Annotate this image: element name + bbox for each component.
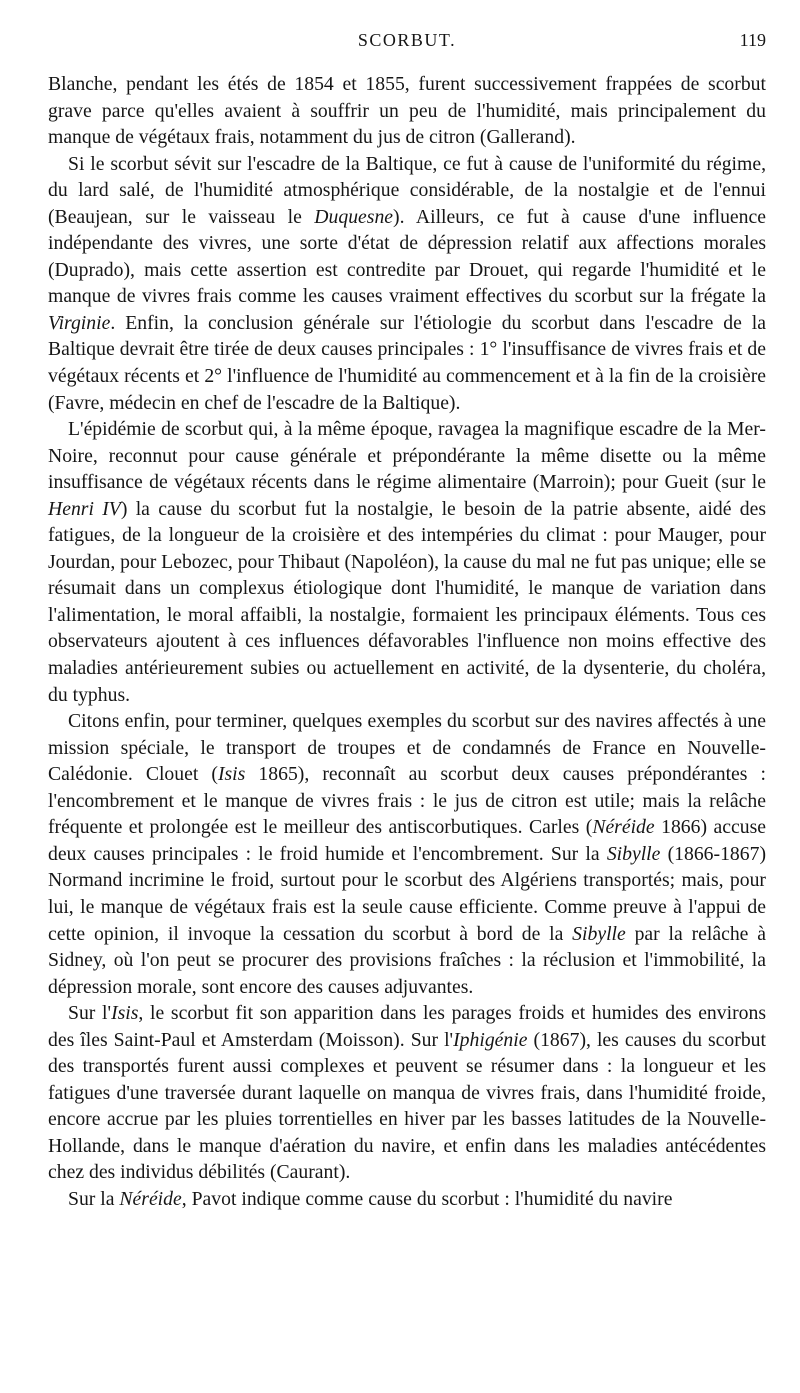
page-header <box>48 27 766 57</box>
text-run: Citons enfin, pour terminer, quelques exemples du scorbut sur des navires affectés à une mission spéciale, le transport de troupes et de condamnés de France en Nouvelle-Calédonie. Clouet ( <box>48 710 766 786</box>
ship-name: Sibylle <box>572 922 626 945</box>
text-run: par la relâche à Sidney, où l'on peut se procurer des provisions fraîches : la réclusion et l'immobilité, la dépression morale, sont encore des causes adjuvantes. <box>48 922 766 998</box>
ship-name: Isis <box>217 763 246 786</box>
ship-name: Isis <box>111 1002 139 1025</box>
text-run: ) la cause du scorbut fut la nostalgie, le besoin de la patrie absente, aidé des fatigues, de la longueur de la croisière et des intempéries du climat : pour Mauger, pour Jourdan, pour Lebozec, pour Thibaut (Napoléon), la cause du mal ne fut pas unique; elle se résumait dans un complexus étiologique dont l'humidité, le manque de variation dans l'alimentation, le moral affaibli, la nostalgie, formaient les principaux éléments. Tous ces observateurs ajoutent à ces influences défavorables l'influence non moins effective des maladies antérieurement subies ou actuellement en activité, de la dysenterie, du choléra, du typhus. <box>48 497 767 706</box>
paragraph-nereide <box>48 1186 766 1213</box>
ship-name: Néréide <box>592 816 655 839</box>
text-run: L'épidémie de scorbut qui, à la même époque, ravagea la magnifique escadre de la Mer-Noire, reconnut pour cause générale et prépondérante la même disette ou la même insuffisance de végétaux récents dans le régime alimentaire (Marroin); pour Gueit (sur le <box>48 418 766 494</box>
text-run: , Pavot indique comme cause du scorbut : l'humidité du navire <box>181 1187 673 1210</box>
text-run: Sur la <box>68 1187 120 1210</box>
paragraph-baltique <box>48 151 766 416</box>
text-run: Si le scorbut sévit sur l'escadre de la Baltique, ce fut à cause de l'uniformité du régime, du lard salé, de l'humidité atmosphérique considérable, de la nostalgie et de l'ennui (Beaujean, sur le vaisseau le <box>48 152 766 228</box>
ship-name: Sibylle <box>606 842 661 865</box>
ship-name: Virginie <box>48 311 111 334</box>
paragraph-nouvelle-caledonie <box>48 708 766 1000</box>
document-page <box>48 0 766 1393</box>
text-run: , le scorbut fit son apparition dans les parages froids et humides des environs des îles Saint-Paul et Amsterdam (Moisson). Sur l' <box>48 1002 766 1051</box>
ship-name: Duquesne <box>314 205 394 228</box>
running-title: SCORBUT. <box>357 30 457 50</box>
text-run: 1866) accuse deux causes principales : le froid humide et l'encombrement. Sur la <box>48 816 766 865</box>
text-run: ). Ailleurs, ce fut à cause d'une influence indépendante des vivres, une sorte d'état de dépression relatif aux affections morales (Duprado), mais cette assertion est contredite par Drouet, qui regarde l'humidité et le manque de vivres frais comme les causes vraiment effectives du scorbut sur la frégate la <box>48 205 766 308</box>
ship-name: Iphigénie <box>453 1028 528 1051</box>
paragraph-isis <box>48 1000 766 1186</box>
paragraph-continued: Blanche, pendant les étés de 1854 et 1855, furent successivement frappées de scorbut grave parce qu'elles avaient à souffrir un peu de l'humidité, mais principalement du manque de végétaux frais, notamment du jus de citron (Gallerand). <box>48 73 766 149</box>
paragraph-mer-noire <box>48 416 766 708</box>
text-run: . Enfin, la conclusion générale sur l'étiologie du scorbut dans l'escadre de la Baltique devrait être tirée de deux causes principales : 1° l'insuffisance de vivres frais et de végétaux récents et 2° l'influence de l'humidité au commencement et à la fin de la croisière (Favre, médecin en chef de l'escadre de la Baltique). <box>48 311 766 414</box>
text-run: (1867), les causes du scorbut des transportés furent aussi complexes et peuvent se résumer dans : la longueur et les fatigues d'une traversée durant laquelle on manqua de vivres frais, dans l'humidité froide, encore accrue par les pluies torrentielles en hiver par les basses latitudes de la Nouvelle-Hollande, dans le manque d'aération du navire, et enfin dans les maladies antécédentes chez des individus débilités (Caurant). <box>48 1028 766 1184</box>
text-run: 1865), reconnaît au scorbut deux causes prépondérantes : l'encombrement et le manque de vivres frais : le jus de citron est utile; mais la relâche fréquente et prolongée est le meilleur des antiscorbutiques. Carles ( <box>48 763 767 839</box>
ship-name: Henri IV <box>48 497 121 520</box>
page-number: 119 <box>739 30 766 50</box>
text-run: Sur l' <box>68 1002 112 1025</box>
ship-name: Néréide <box>119 1187 182 1210</box>
text-run: (1866-1867) Normand incrimine le froid, surtout pour le scorbut des Algériens transportés; mais, pour lui, le manque de végétaux frais est la seule cause efficiente. Comme preuve à l'appui de cette opinion, il invoque la cessation du scorbut à bord de la <box>48 842 766 945</box>
